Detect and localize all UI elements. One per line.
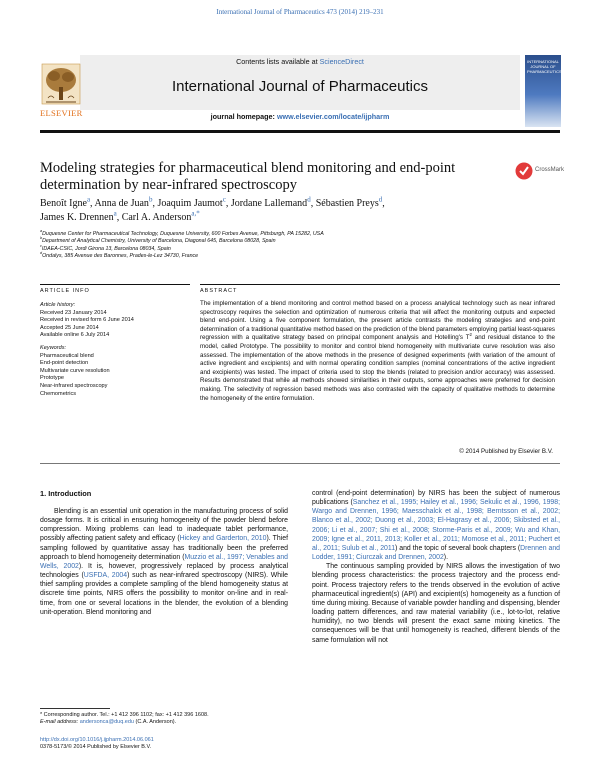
crossmark-icon [515, 162, 533, 180]
journal-title[interactable]: International Journal of Pharmaceutics [172, 78, 428, 95]
citation-link[interactable]: Hickey and Garderton, 2010 [179, 535, 267, 543]
journal-citation[interactable]: International Journal of Pharmaceutics 473 (2014) 219–231 [216, 8, 384, 16]
issn-line: 0378-5173/© 2014 Published by Elsevier B.V. [40, 744, 152, 751]
paragraph [312, 489, 560, 562]
crossmark-label: CrossMark [535, 167, 565, 173]
history-label: Article history: [40, 302, 76, 308]
abstract-text: The implementation of a blend monitoring and control method based on a process analytical technology such as near infrared spectroscopy requires the selection and optimization of numerous criteria that will affect the monitoring outputs and expected blend end-point. Using a five component formulation, the present article contrasts the modeling strategies and end-point determination of a traditional quantitative method based on the prediction of the blend parameters employing partial least-squares regression with a qualitative strategy based on principal component analysis and Hotelling's $T^2$ and residual distance to the model, called Prototype. The possibility to monitor and control blend homogeneity with multivariate curve resolution was also assessed. The implementation of the above methods in the presence of designed experiments (with variation of the amount of active ingredient and excipients) and with normal operating condition samples (nominal concentrations of the active ingredient and excipients) was tested. The impact of criteria used to stop the blends (related to precision and/or accuracy) was assessed. Results demonstrated that while all methods showed similarities in their outputs, some approaches were preferred for decision making. The selectivity of regression based methods was also contrasted with the capacity of qualitative methods to determine the homogeneity of the entire formulation. [200, 300, 555, 402]
history-item: Received 23 January 2014 [40, 309, 107, 316]
history-item: Accepted 25 June 2014 [40, 324, 99, 331]
doi-link[interactable]: http://dx.doi.org/10.1016/j.ijpharm.2014.06.061 [40, 737, 154, 743]
crossmark-badge[interactable] [515, 160, 565, 182]
cover-line: JOURNAL OF [530, 64, 556, 69]
author[interactable]: Sébastien Preys$^d$ [315, 195, 383, 209]
footnote [40, 712, 290, 727]
paragraph-text: ) such as near-infrared spectroscopy (NIRS). While thief sampling provides a complete sampling of the blend homogeneity status at discrete time points, NIRS offers the possibility to monitor on-line and in real-time, from one or several locations in the blender, the evolution of a blending unit-operation. Blend monitoring and [40, 572, 289, 616]
keyword: Prototype [40, 375, 64, 382]
affiliation: $^d$Ondalys, 385 Avenue des Baronnes, Prades-le-Lez 34730, France [40, 251, 199, 260]
paragraph-text: Blending is an essential unit operation in the manufacturing process of solid dosage forms. It is critical in ensuring homogeneity of the powder blend before compression. Mixing problems can lead to inadequate tablet performance, possibly affecting patient safety and efficacy ( [40, 508, 288, 543]
footnote-rule [40, 708, 110, 709]
keyword: Near-infrared spectroscopy [40, 382, 108, 389]
author[interactable]: Jordane Lallemand$^d$ [230, 195, 311, 209]
keywords-label: Keywords: [40, 344, 67, 351]
cover-line: PHARMACEUTICS [527, 69, 562, 74]
paragraph-text: control (end-point determination) by NIRS has been the subject of numerous publications ( [312, 490, 560, 507]
citation-link[interactable]: Sanchez et al., 1995; Hailey et al., 1996; Sekulic et al., 1996, 1998; Wargo and Drennen, 1996; Maesschalck et al., 1998; Berntsson et al., 2002; Blanco et al., 2002; Duong et al., 2003; El-Hagrasy et al., 2006; Skibsted et al., 2006; Li et al., 2007; Shi et al., 2008; Storme-Paris et al., 2009; Wu and Khan, 2009; Igne et al., 2011, 2013; Koller et al., 2011; Momose et al., 2011; Puchert et al., 2011; Sulub et al., 2011 [312, 499, 560, 552]
body-column-right [312, 489, 560, 645]
citation-link[interactable]: USFDA, 2004 [83, 572, 128, 580]
paragraph-text: ). It is, however, progressively replaced by process analytical technologies ( [40, 562, 288, 580]
paragraph [40, 507, 288, 617]
footer-identifiers [40, 737, 290, 752]
author[interactable]: Benoît Igne$^a$ [40, 195, 91, 209]
corresponding-author-note: * Corresponding author. Tel.: +1 412 396 1102; fax: +1 412 396 1608. [40, 712, 209, 718]
homepage-link[interactable]: www.elsevier.com/locate/ijpharm [276, 112, 390, 121]
affiliation: $^b$Department of Analytical Chemistry, University of Barcelona, Diagonal 645, Barcelona 08028, Spain [40, 236, 276, 245]
article-info-block [40, 302, 190, 398]
affiliation: $^c$IDAEA-CSIC, Jordi Girona 13, Barcelona 08034, Spain [40, 244, 171, 252]
citation-link[interactable]: Muzzio et al., 1997; Venables and Wells, 2002 [40, 553, 288, 570]
author[interactable]: Joaquim Jaumot$^c$ [157, 195, 226, 209]
journal-homepage-line [80, 112, 520, 121]
abstract-bottom-rule [40, 463, 560, 464]
affiliation: $^a$Duquesne Center for Pharmaceutical Technology, Duquesne University, 600 Forbes Avenue, Pittsburgh, PA 15282, USA [40, 229, 324, 237]
affiliations [40, 231, 540, 261]
keyword: Chemometrics [40, 390, 77, 397]
article-info-header: ARTICLE INFO [40, 288, 90, 294]
paragraph-text: ). Thief sampling followed by quantitative assay has traditionally been the preferred approach to blend homogeneity determination ( [40, 535, 288, 561]
cover-line: INTERNATIONAL [527, 59, 559, 64]
abstract-header: ABSTRACT [200, 288, 238, 294]
body-column-left [40, 507, 288, 617]
paragraph: The continuous sampling provided by NIRS allows the investigation of two blending process characteristics: the process trajectory and the process end-point. Process trajectory refers to the trends observed in the evolution of active pharmaceutical ingredient(s) (API) and excipient(s) homogeneity as a function of time during mixing. Because of variable powder handling and dispensing, blender loading pattern differences, and raw material variability (i.e., lot-to-lot, relative humidity), no two blends will present the exact same mixing kinetics. The consequences will be that until homogeneity is reached, different blends of the same formulation will not [312, 563, 560, 644]
section-heading: 1. Introduction [40, 489, 92, 498]
sciencedirect-link[interactable]: ScienceDirect [319, 57, 364, 66]
author[interactable]: Carl A. Anderson$^{a,*}$ [121, 209, 200, 223]
contents-prefix: Contents lists available at [236, 57, 320, 66]
elsevier-logo[interactable] [40, 60, 82, 122]
paragraph-text: ). [443, 554, 448, 562]
email-line: E-mail address: andersonca@duq.edu (C.A. Anderson). [40, 719, 177, 726]
history-item: Available online 6 July 2014 [40, 332, 110, 339]
keyword: Pharmaceutical blend [40, 352, 94, 359]
author[interactable]: Anna de Juan$^b$ [94, 195, 153, 209]
keyword: End-point detection [40, 360, 89, 367]
author[interactable]: James K. Drennen$^a$ [40, 209, 117, 223]
cover-title [527, 59, 562, 74]
keyword: Multivariate curve resolution [40, 367, 110, 374]
email-link[interactable]: andersonca@duq.edu [79, 719, 134, 726]
history-item: Received in revised form 6 June 2014 [40, 317, 134, 324]
copyright-line: © 2014 Published by Elsevier B.V. [459, 448, 553, 455]
paragraph-text: ) and the topic of several book chapters ( [395, 544, 521, 552]
author-list: Benoît Igne$^a$, Anna de Juan$^b$, Joaquim Jaumot$^c$, Jordane Lallemand$^d$, Sébastien Preys$^d$, James K. Drennen$^a$, Carl A. Anderson$^{a,*}$ [40, 195, 385, 223]
article-info-rule [40, 284, 190, 285]
homepage-label: journal homepage: [210, 112, 277, 121]
contents-line [80, 57, 520, 66]
journal-cover-image[interactable] [525, 55, 561, 127]
citation-link[interactable]: Drennen and Lodder, 1991; Ciurczak and Drennen, 2002 [312, 544, 561, 562]
header-thick-rule [40, 130, 560, 133]
abstract-rule [200, 284, 560, 285]
elsevier-wordmark: ELSEVIER [40, 108, 83, 118]
article-title: Modeling strategies for pharmaceutical blend monitoring and end-point determination by near-infrared spectroscopy [40, 160, 456, 193]
